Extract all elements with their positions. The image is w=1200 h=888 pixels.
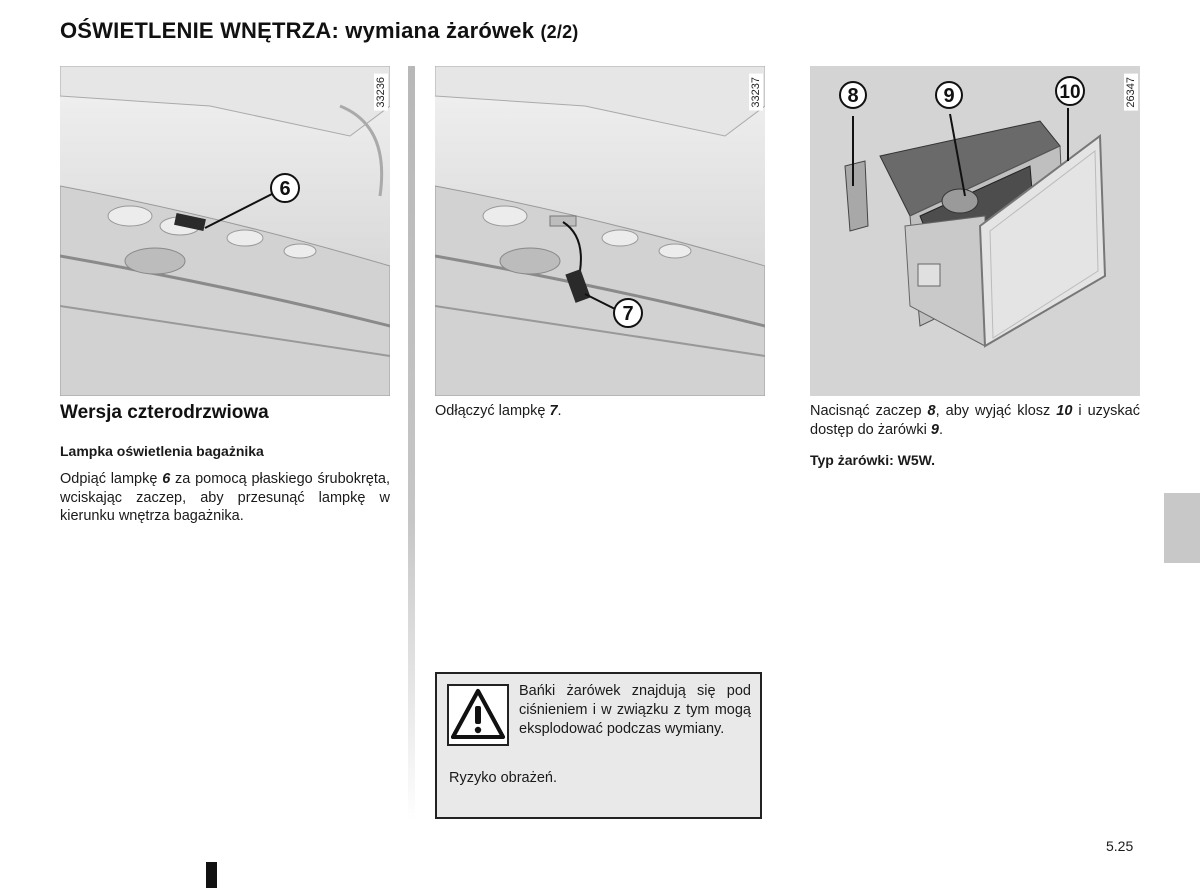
ref-6: 6 [162,471,171,487]
warning-text: Bańki żarówek znajdują się pod ciśnieniem i w związku z tym mogą eksplodować podczas wymiany. [519,683,751,737]
title-main: OŚWIETLENIE WNĘTRZA: [60,18,339,43]
figure-code: 33237 [749,74,763,111]
trunk-lid-illustration [60,66,390,396]
callout-6: 6 [279,178,291,200]
callout-9: 9 [943,85,955,107]
callout-10: 10 [1059,82,1081,103]
instruction-text: Odpiąć lampkę 6 za pomocą płaskiego śrubokręta, wciskając zaczep, aby przesunąć lampkę w kierunku wnętrza bagażnika. [60,471,390,524]
page-title [60,18,579,44]
figure-lamp-unit [810,66,1140,396]
figure-code: 33236 [374,74,388,111]
instruction-text: Nacisnąć zaczep 8, aby wyjąć klosz 10 i uzyskać dostęp do żarówki 9. [810,403,1140,438]
warning-risk: Ryzyko obrażeń. [449,770,557,786]
warning-box [435,672,762,819]
warning-triangle-icon [447,684,509,746]
title-sub: wymiana żarówek [345,18,535,43]
section-heading: Wersja czterodrzwiowa [60,402,269,423]
callout-7: 7 [622,303,634,325]
figure-trunk-lamp [60,66,390,396]
section-tab [1164,493,1200,563]
page-number: 5.25 [1106,838,1134,854]
lamp-connector-illustration [435,66,765,396]
subsection-heading: Lampka oświetlenia bagażnika [60,443,264,459]
callout-8: 8 [847,85,859,107]
figure-lamp-disconnect [435,66,765,396]
bulb-type: Typ żarówki: W5W. [810,452,935,468]
footer-mark [206,862,217,888]
column-divider [408,66,415,822]
title-part: (2/2) [540,22,579,42]
figure-code: 26347 [1124,74,1138,111]
ref-7: 7 [549,403,558,419]
lamp-unit-illustration [810,66,1140,396]
instruction-text: Odłączyć lampkę 7. [435,403,562,419]
